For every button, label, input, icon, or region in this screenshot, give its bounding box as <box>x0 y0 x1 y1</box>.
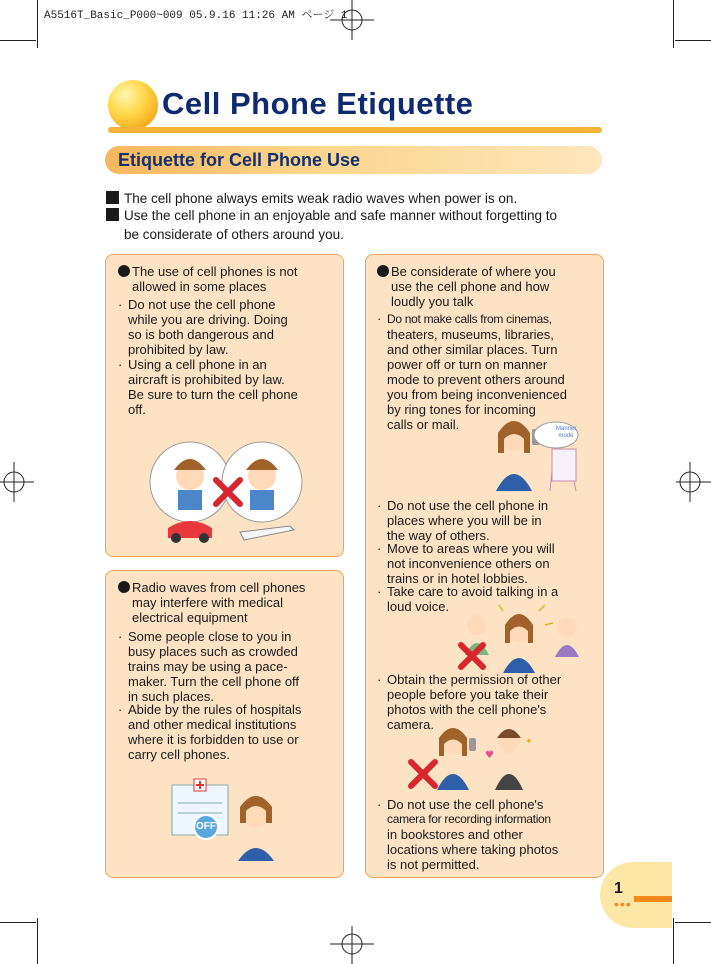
circle-bullet-icon <box>118 265 130 277</box>
hospital-illustration <box>172 775 282 865</box>
panel-3-bullet-2: · Do not use the cell phone in places where you will be in the way of others. <box>377 498 549 543</box>
panel-3-heading: Be considerate of where you use the cell phone and how loudly you talk <box>377 264 599 309</box>
panel-1-heading: The use of cell phones is not allowed in some places <box>118 264 338 294</box>
panel-2-heading: Radio waves from cell phones may interfere with medical electrical equipment <box>118 580 338 625</box>
camera-permission-illustration <box>405 724 545 794</box>
prohibit-x-icon <box>411 762 435 786</box>
panel-3-bullet-1: · Do not make calls from cinemas, theaters, museums, libraries, and other similar places. Turn power off or turn on manner mode to prevent others around you from being inconvenienced by ring tones for incoming calls or mail. <box>377 311 567 432</box>
panel-2-bullet-1: · Some people close to you in busy places such as crowded trains may be using a pace- maker. Turn the cell phone off in such places. <box>118 629 300 704</box>
page-number: 1 <box>614 880 623 897</box>
page-dots-icon: ••• <box>614 896 632 912</box>
circle-bullet-icon <box>118 581 130 593</box>
square-bullet-icon <box>106 191 119 204</box>
off-label: OFF <box>196 821 216 832</box>
panel-1-bullet-2: · Using a cell phone in an aircraft is prohibited by law. Be sure to turn the cell phone off. <box>118 357 298 417</box>
manner-mode-illustration <box>492 415 602 495</box>
manner-mode-sign: Manner mode <box>556 426 577 439</box>
panel-2-bullet-2: · Abide by the rules of hospitals and other medical institutions where it is forbidden to use or carry cell phones. <box>118 702 302 762</box>
panel-3-bullet-3: · Move to areas where you will not inconvenience others on trains or in hotel lobbies. <box>377 541 555 586</box>
page-accent-bar <box>634 896 672 902</box>
intro-line-1: The cell phone always emits weak radio waves when power is on. <box>106 189 606 208</box>
page-title: Cell Phone Etiquette <box>162 86 474 121</box>
section-title: Etiquette for Cell Phone Use <box>118 150 361 170</box>
panel-3-bullet-6: · Do not use the cell phone's camera for recording information in bookstores and other locations where taking photos is not permitted. <box>377 797 559 872</box>
page-number-tab <box>600 862 672 928</box>
loud-voice-illustration <box>455 605 595 675</box>
panel-3-bullet-4: · Take care to avoid talking in a loud voice. <box>377 584 559 614</box>
print-header: A5516T_Basic_P000~009 05.9.16 11:26 AM ページ 1 <box>44 10 348 22</box>
square-bullet-icon <box>106 208 119 221</box>
svg-text:♥: ♥ <box>485 750 494 761</box>
title-underline <box>108 127 602 133</box>
title-orb-icon <box>108 80 158 130</box>
intro-line-2: Use the cell phone in an enjoyable and safe manner without forgetting to be considerate of others around you. <box>106 206 606 244</box>
driving-airplane-illustration <box>150 440 310 550</box>
panel-1-bullet-1: · Do not use the cell phone while you are driving. Doing so is both dangerous and prohibited by law. <box>118 297 288 357</box>
circle-bullet-icon <box>377 265 389 277</box>
svg-text:✦: ✦ <box>525 737 533 747</box>
panel-3-bullet-5: · Obtain the permission of other people before you take their photos with the cell phone's camera. <box>377 672 562 732</box>
